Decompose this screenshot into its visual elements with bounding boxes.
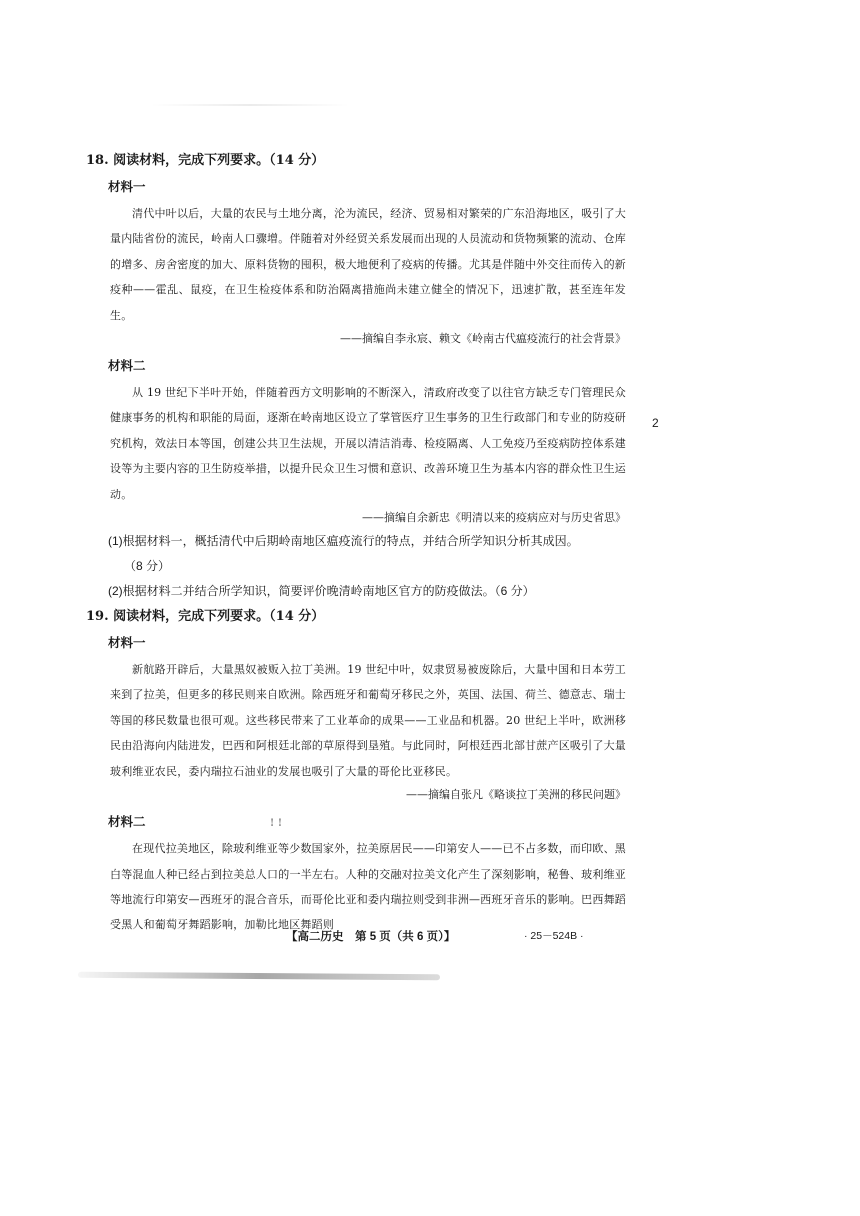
- q18-material2-label: 材料二: [108, 358, 146, 374]
- scan-marks: ! !: [269, 818, 283, 830]
- q19-material1-text: 新航路开辟后，大量黑奴被贩入拉丁美洲。19 世纪中叶，奴隶贸易被废除后，大量中国和日本劳工来到了拉美，但更多的移民则来自欧洲。除西班牙和葡萄牙移民之外，英国、法国、荷兰、德意志、瑞士等国的移民数量也很可观。这些移民带来了工业革命的成果——工业品和机器。20 世纪上半叶，欧洲移民由沿海向内陆进发，巴西和阿根廷北部的草原得到垦殖。与此同时，阿根廷西北部甘蔗产区吸引了大量玻利维亚农民，委内瑞拉石油业的发展也吸引了大量的哥伦比亚移民。: [110, 663, 626, 778]
- q18-material1-label: 材料一: [108, 179, 146, 194]
- page-footer: [0, 928, 860, 948]
- q19-material2-text: 在现代拉美地区，除玻利维亚等少数国家外，拉美原居民——印第安人——已不占多数，而印欧、黑白等混血人种已经占到拉美总人口的一半左右。人种的交融对拉美文化产生了深刻影响，秘鲁、玻利维亚等地流行印第安—西班牙的混合音乐，而哥伦比亚和委内瑞拉则受到非洲—西班牙音乐的影响。巴西舞蹈受黑人和葡萄牙舞蹈影响，加勒比地区舞蹈则: [110, 842, 626, 932]
- q18-sub1-text: (1)根据材料一，概括清代中后期岭南地区瘟疫流行的特点，并结合所学知识分析其成因。: [108, 534, 579, 549]
- q18-material1-source: ——摘编自李永宸、赖文《岭南古代瘟疫流行的社会背景》: [340, 332, 626, 346]
- scan-artifact-bottom: [78, 972, 440, 981]
- q18-sub1-points: （8 分）: [124, 559, 171, 574]
- scan-artifact-top: [150, 104, 350, 106]
- q19-material2-label: [108, 812, 626, 832]
- side-page-number: 2: [652, 416, 659, 430]
- footer-exam-code: · 25－524B ·: [524, 930, 584, 942]
- q18-heading: 18. 阅读材料，完成下列要求。（14 分）: [86, 153, 325, 168]
- q18-material2-source: ——摘编自余新忠《明清以来的疫病应对与历史省思》: [362, 511, 626, 525]
- q19-material2-label-text: 材料二: [108, 814, 146, 830]
- q19-heading: 19. 阅读材料，完成下列要求。（14 分）: [86, 609, 325, 625]
- footer-page-info: 【高二历史 第 5 页（共 6 页）】: [286, 931, 456, 943]
- exam-content: [86, 150, 626, 938]
- q18-material2-text: 从 19 世纪下半叶开始，伴随着西方文明影响的不断深入，清政府改变了以往官方缺乏专门管理民众健康事务的机构和职能的局面，逐渐在岭南地区设立了掌管医疗卫生事务的卫生行政部门和专业的防疫研究机构，效法日本等国，创建公共卫生法规，开展以清洁消毒、检疫隔离、人工免疫乃至疫病防控体系建设等为主要内容的卫生防疫举措，以提升民众卫生习惯和意识、改善环境卫生为基本内容的群众性卫生运动。: [110, 386, 626, 501]
- q18-sub-question-1: [108, 529, 626, 579]
- q19-material1-label: 材料一: [108, 635, 146, 651]
- q18-sub-question-2: (2)根据材料二并结合所学知识，简要评价晚清岭南地区官方的防疫做法。（6 分）: [108, 584, 535, 599]
- q18-material1-text: 清代中叶以后，大量的农民与土地分离，沦为流民，经济、贸易相对繁荣的广东沿海地区，吸引了大量内陆省份的流民，岭南人口骤增。伴随着对外经贸关系发展而出现的人员流动和货物频繁的流动、仓库的增多、房舍密度的加大、原料货物的囤积，极大地便利了疫病的传播。尤其是伴随中外交往而传入的新疫种——霍乱、鼠疫，在卫生检疫体系和防治隔离措施尚未建立健全的情况下，迅速扩散，甚至连年发生。: [110, 207, 626, 322]
- q19-material1-source: ——摘编自张凡《略谈拉丁美洲的移民问题》: [406, 788, 626, 802]
